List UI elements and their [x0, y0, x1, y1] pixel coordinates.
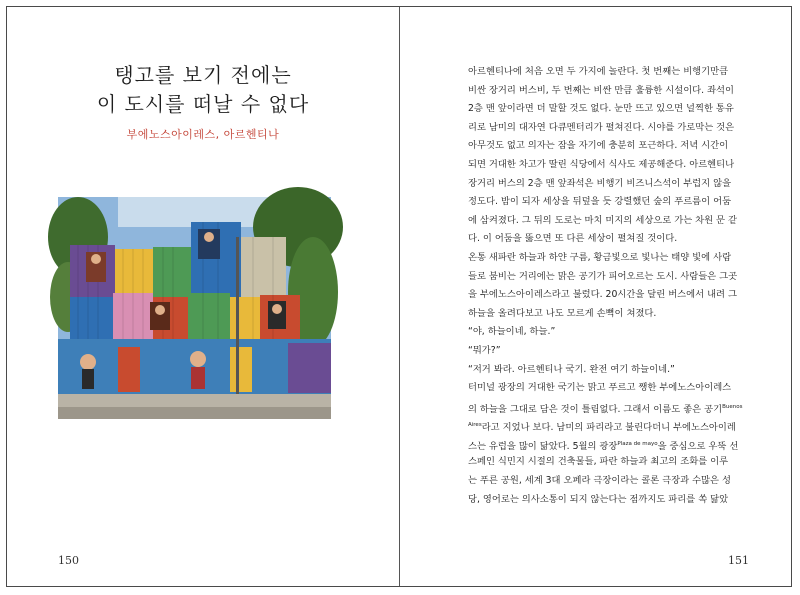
book-spread	[6, 6, 792, 587]
text-line: 스페인 식민지 시절의 건축물들, 파란 하늘과 최고의 조화를 이루	[468, 456, 729, 468]
body-text	[468, 63, 743, 509]
text-line	[468, 416, 734, 435]
text-line: 되면 거대한 차고가 딸린 식당에서 식사도 제공해준다. 아르헨티나	[468, 158, 735, 170]
text-line: 는 푸른 공원, 세계 3대 오페라 극장이라는 콜론 극장과 수많은 성	[468, 475, 731, 487]
text-line: 다. 이 어둠을 뚫으면 또 다른 세상이 펼쳐질 것이다.	[468, 233, 678, 245]
text-line: 아르헨티나에 처음 오면 두 가지에 놀란다. 첫 번째는 비행기만큼	[468, 66, 729, 77]
dialogue-line: “저거 봐라. 아르헨티나 국기. 완전 여기 하늘이네.”	[468, 363, 675, 375]
page-number-left: 150	[58, 554, 79, 567]
text-line: 온통 새파란 하늘과 하얀 구름, 황금빛으로 빛나는 태양 빛에 사람	[468, 251, 732, 263]
right-page	[400, 7, 791, 586]
chapter-subtitle: 부에노스아이레스, 아르헨티나	[126, 128, 280, 141]
chapter-title-line-1: 탱고를 보기 전에는	[114, 63, 292, 87]
chapter-title	[67, 61, 339, 119]
text-line	[468, 435, 739, 454]
text-line	[468, 398, 743, 417]
note-aires: Aires	[468, 422, 482, 429]
text-line: 터미널 광장의 거대한 국기는 맑고 푸르고 쨍한 부에노스아이레스	[468, 382, 732, 394]
text-line: 비싼 장거리 버스비, 두 번째는 비싼 만큼 훌륭한 시설이다. 좌석이	[468, 84, 735, 96]
text-line-fragment: 의 하늘을 그대로 담은 것이 틀림없다. 그래서 이름도 좋은 공기	[468, 403, 723, 415]
text-line: 리로 남미의 대자연 다큐멘터리가 펼쳐진다. 시야를 가로막는 것은	[468, 121, 735, 133]
text-line: 2층 맨 앞이라면 더 말할 것도 없다. 눈만 뜨고 있으면 널찍한 통유	[468, 103, 734, 115]
page-number-right: 151	[728, 554, 749, 567]
dialogue-line: “뭐가?”	[468, 344, 501, 356]
text-line-fragment: 을 중심으로 우뚝 선	[657, 440, 739, 452]
text-line: 아무것도 없고 의자는 잠을 자기에 충분히 포근하다. 저녁 시간이	[468, 140, 729, 152]
note-buenos: Buenos	[722, 403, 743, 410]
text-line: 당, 영어로는 의사소통이 되지 않는다는 점까지도 파리를 쏙 닮았	[468, 493, 729, 505]
text-line: 하늘을 올려다보고 나도 모르게 손뼉이 쳐졌다.	[468, 307, 657, 319]
dialogue-line: “야, 하늘이네, 하늘.”	[468, 326, 556, 338]
text-line-fragment: 라고 지었나 보다. 남미의 파리라고 불린다더니 부에노스아이레	[481, 422, 736, 434]
text-line: 장거리 버스의 2층 맨 앞좌석은 비행기 비즈니스석이 부럽지 않을	[468, 177, 732, 189]
text-line: 을 부에노스아이레스라고 불렀다. 20시간을 달린 버스에서 내려 그	[468, 289, 737, 301]
text-line: 들로 붐비는 거리에는 맑은 공기가 피어오르는 도시. 사람들은 그곳	[468, 270, 738, 282]
chapter-title-line-2: 이 도시를 떠날 수 없다	[96, 92, 310, 116]
la-boca-photo	[58, 197, 331, 419]
text-line: 정도다. 밤이 되자 세상을 뒤덮을 듯 강렬했던 숲의 푸르름이 어둠	[468, 196, 732, 208]
note-plaza: Plaza de mayo	[617, 440, 658, 447]
text-line-fragment: 스는 유럽을 많이 닮았다. 5월의 광장	[468, 440, 618, 452]
left-page	[7, 7, 399, 586]
text-line: 에 삼켜졌다. 그 뒤의 도로는 마치 미지의 세상으로 가는 차원 문 같	[468, 214, 737, 226]
